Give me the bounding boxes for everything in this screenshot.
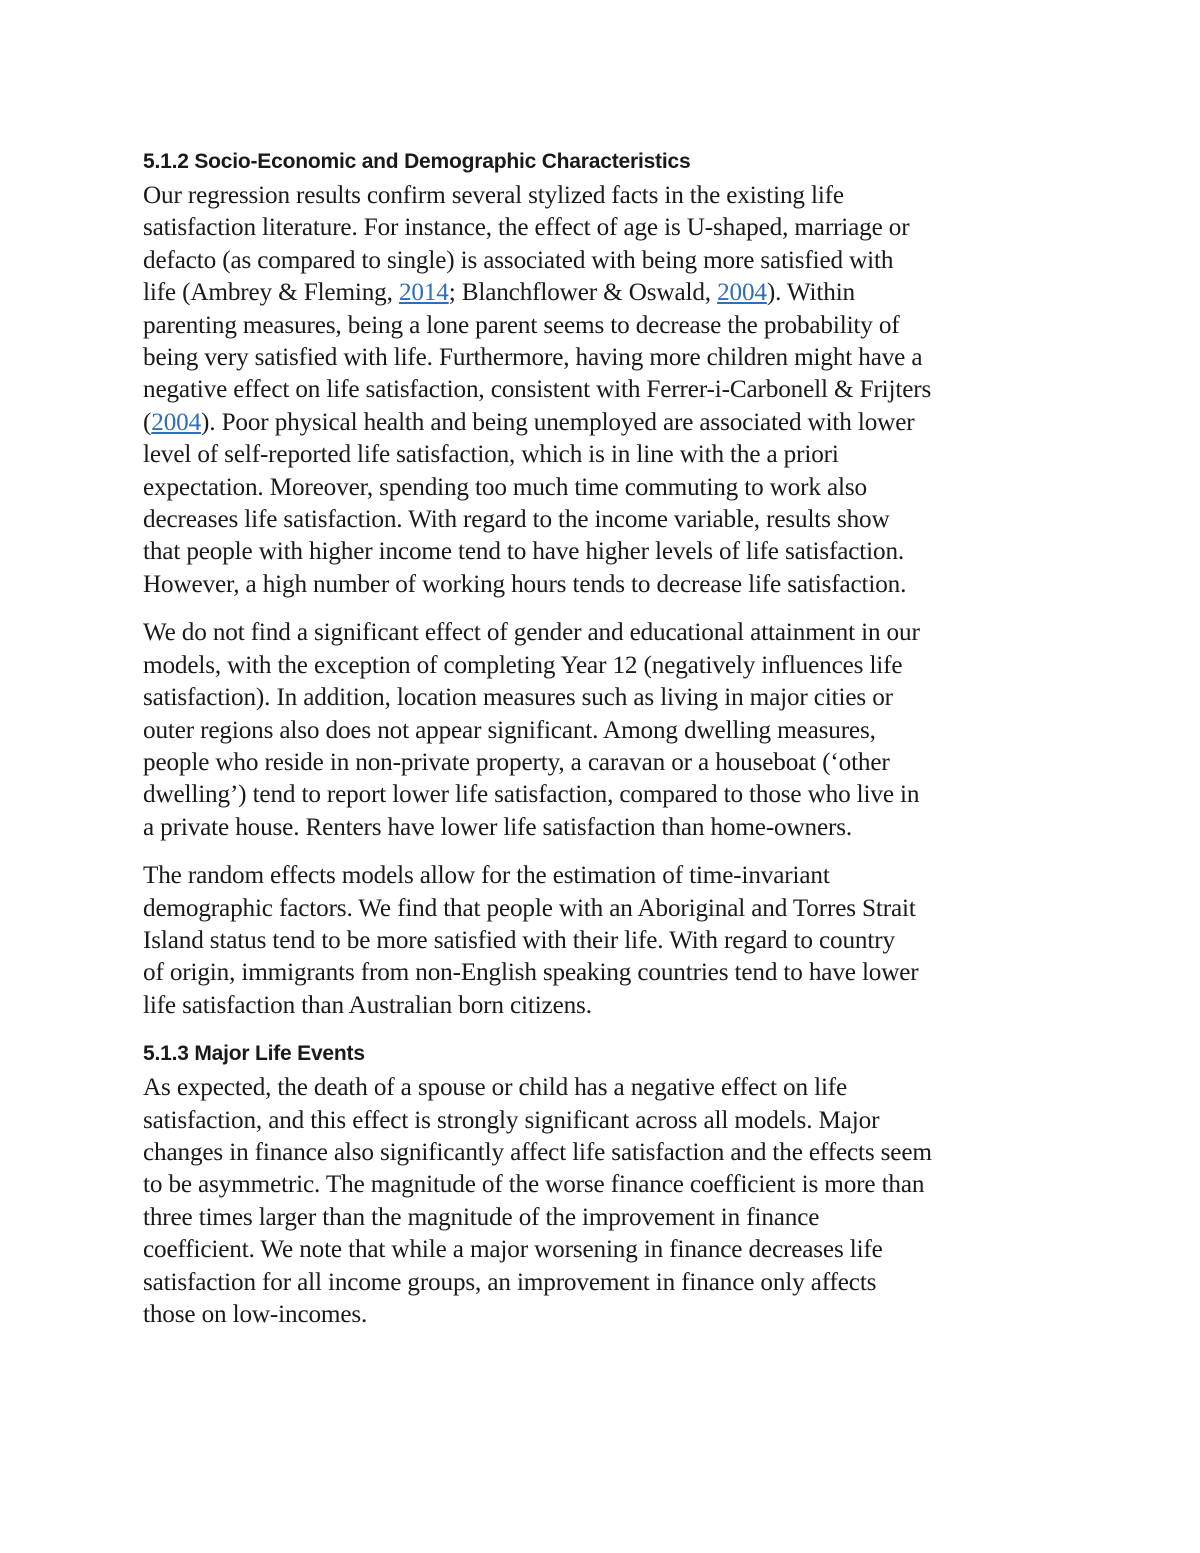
text-fragment: ( [143, 408, 152, 436]
section-heading-5-1-2: 5.1.2 Socio-Economic and Demographic Characteristics [143, 150, 691, 173]
text-line: decreases life satisfaction. With regard to the income variable, results show [143, 506, 890, 534]
text-line [143, 277, 1073, 309]
section-heading-5-1-3: 5.1.3 Major Life Events [143, 1042, 365, 1066]
text-line: demographic factors. We find that people with an Aboriginal and Torres Strait [143, 894, 916, 922]
text-line: negative effect on life satisfaction, consistent with Ferrer-i-Carbonell & Frijters [143, 376, 932, 404]
document-page [143, 146, 1073, 1347]
text-fragment: ; Blanchflower & Oswald, [448, 279, 718, 307]
text-line: satisfaction, and this effect is strongly significant across all models. Major [143, 1106, 880, 1134]
text-line: being very satisfied with life. Furthermore, having more children might have a [143, 344, 923, 372]
text-line: parenting measures, being a lone parent seems to decrease the probability of [143, 311, 900, 339]
text-line: those on low-incomes. [143, 1301, 368, 1328]
text-line: that people with higher income tend to have higher levels of life satisfaction. [143, 538, 905, 566]
paragraph-random-effects [143, 860, 1073, 1022]
text-line: dwelling’) tend to report lower life satisfaction, compared to those who live in [143, 781, 920, 809]
text-line: The random effects models allow for the estimation of time-invariant [143, 862, 830, 890]
text-line: outer regions also does not appear significant. Among dwelling measures, [143, 716, 876, 744]
text-fragment: life (Ambrey & Fleming, [143, 279, 399, 307]
text-line: However, a high number of working hours tends to decrease life satisfaction. [143, 570, 907, 598]
text-line: changes in finance also significantly affect life satisfaction and the effects seem [143, 1138, 932, 1166]
text-line: Island status tend to be more satisfied with their life. With regard to country [143, 926, 895, 954]
text-line: expectation. Moreover, spending too much time commuting to work also [143, 473, 867, 501]
text-line: Our regression results confirm several stylized facts in the existing life [143, 182, 844, 209]
text-line: As expected, the death of a spouse or child has a negative effect on life [143, 1074, 848, 1102]
text-line: to be asymmetric. The magnitude of the worse finance coefficient is more than [143, 1171, 925, 1199]
text-line: people who reside in non-private property, a caravan or a houseboat (‘other [143, 748, 890, 776]
text-line: a private house. Renters have lower life satisfaction than home-owners. [143, 813, 853, 841]
text-line: coefficient. We note that while a major worsening in finance decreases life [143, 1236, 883, 1264]
text-fragment: ). Poor physical health and being unemployed are associated with lower [201, 408, 915, 436]
paragraph-gender-education [143, 617, 1073, 844]
text-line: satisfaction literature. For instance, the effect of age is U-shaped, marriage or [143, 214, 910, 242]
text-line: level of self-reported life satisfaction, which is in line with the a priori [143, 441, 839, 469]
paragraph-major-life-events [143, 1072, 1073, 1331]
text-fragment: ). Within [766, 279, 855, 307]
text-line: We do not find a significant effect of gender and educational attainment in our [143, 619, 920, 647]
citation-link-blanchflower-oswald-2004[interactable]: 2004 [717, 279, 767, 307]
text-line: life satisfaction than Australian born citizens. [143, 991, 592, 1019]
text-line [143, 407, 1073, 439]
paragraph-socio-economic [143, 180, 1073, 601]
text-line: defacto (as compared to single) is associated with being more satisfied with [143, 246, 894, 274]
citation-link-ambrey-fleming-2014[interactable]: 2014 [398, 279, 449, 307]
text-line: models, with the exception of completing Year 12 (negatively influences life [143, 651, 903, 679]
citation-link-ferrer-frijters-2004[interactable]: 2004 [151, 408, 202, 436]
text-line: satisfaction for all income groups, an improvement in finance only affects [143, 1268, 877, 1296]
text-line: satisfaction). In addition, location measures such as living in major cities or [143, 684, 893, 712]
text-line: three times larger than the magnitude of the improvement in finance [143, 1203, 820, 1231]
text-line: of origin, immigrants from non-English speaking countries tend to have lower [143, 959, 919, 987]
